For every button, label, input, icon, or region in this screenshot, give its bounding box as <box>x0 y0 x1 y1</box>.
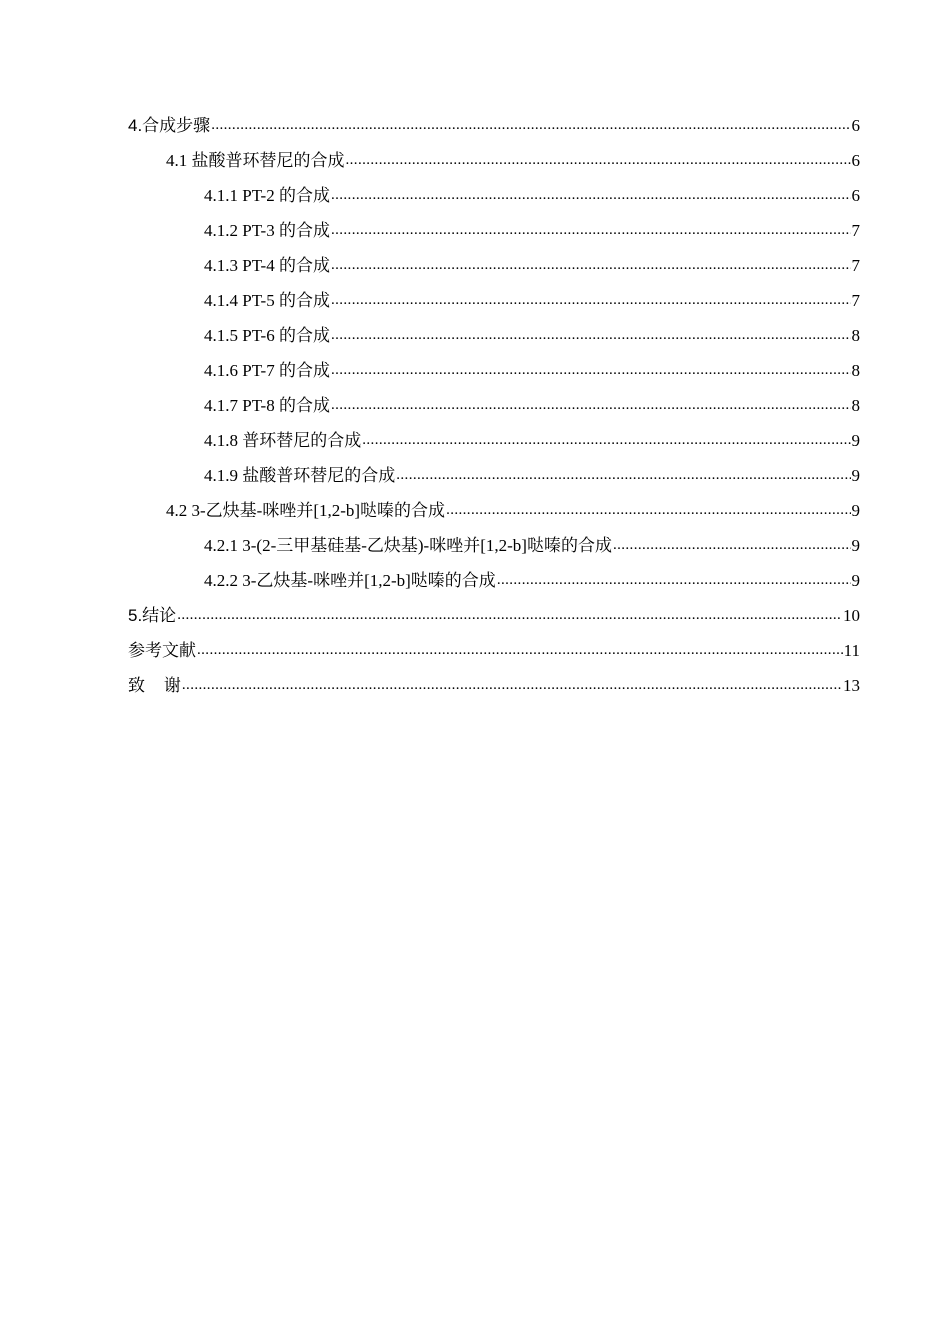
toc-entry-references[interactable] <box>128 633 860 668</box>
toc-entry-title: 4.1.6 PT-7 的合成 <box>204 361 330 380</box>
toc-leader-dots <box>362 423 850 458</box>
toc-entry-title: 4.1.3 PT-4 的合成 <box>204 256 330 275</box>
toc-leader-dots <box>177 598 842 633</box>
toc-leader-dots <box>331 353 851 388</box>
toc-leader-dots <box>331 318 851 353</box>
toc-leader-dots <box>331 283 851 318</box>
toc-entry-4-1-7[interactable] <box>128 388 860 423</box>
toc-entry-title: 4.2 3-乙炔基-咪唑并[1,2-b]哒嗪的合成 <box>166 501 446 520</box>
toc-leader-dots <box>331 248 851 283</box>
toc-entry-title: 参考文献 <box>128 641 196 660</box>
toc-entry-page: 8 <box>851 326 860 345</box>
toc-entry-title: 致 谢 <box>128 676 181 695</box>
toc-leader-dots <box>182 668 842 703</box>
toc-entry-4[interactable] <box>128 108 860 143</box>
toc-entry-title: 4.1 盐酸普环替尼的合成 <box>166 151 345 170</box>
toc-entry-page: 7 <box>851 256 860 275</box>
toc-entry-page: 9 <box>851 431 860 450</box>
toc-entry-title: 4.2.2 3-乙炔基-咪唑并[1,2-b]哒嗪的合成 <box>204 571 496 590</box>
toc-entry-4-1-3[interactable] <box>128 248 860 283</box>
toc-entry-page: 7 <box>851 221 860 240</box>
toc-entry-page: 7 <box>851 291 860 310</box>
toc-leader-dots <box>396 458 850 493</box>
toc-leader-dots <box>211 108 850 143</box>
toc-entry-page: 9 <box>851 536 860 555</box>
toc-entry-title: 4.1.5 PT-6 的合成 <box>204 326 330 345</box>
toc-leader-dots <box>613 528 851 563</box>
toc-entry-4-1-6[interactable] <box>128 353 860 388</box>
toc-entry-4-1-8[interactable] <box>128 423 860 458</box>
toc-entry-4-1-2[interactable] <box>128 213 860 248</box>
toc-entry-page: 6 <box>851 151 860 170</box>
toc-leader-dots <box>331 213 851 248</box>
toc-entry-4-1[interactable] <box>128 143 860 178</box>
toc-entry-page: 6 <box>851 116 860 135</box>
toc-entry-page: 6 <box>851 186 860 205</box>
toc-entry-page: 8 <box>851 396 860 415</box>
toc-entry-page: 8 <box>851 361 860 380</box>
toc-entry-title: 4.1.8 普环替尼的合成 <box>204 431 362 450</box>
toc-entry-5[interactable] <box>128 598 860 633</box>
toc-entry-title: 4.1.4 PT-5 的合成 <box>204 291 330 310</box>
toc-entry-title: 4.1.2 PT-3 的合成 <box>204 221 330 240</box>
toc-entry-4-2[interactable] <box>128 493 860 528</box>
toc-entry-title: 4.合成步骤 <box>128 116 211 135</box>
toc-entry-page: 9 <box>851 501 860 520</box>
toc-leader-dots <box>331 178 851 213</box>
toc-leader-dots <box>331 388 851 423</box>
toc-entry-title: 4.2.1 3-(2-三甲基硅基-乙炔基)-咪唑并[1,2-b]哒嗪的合成 <box>204 536 612 555</box>
toc-entry-4-2-1[interactable] <box>128 528 860 563</box>
toc-entry-page: 11 <box>843 641 860 660</box>
toc-entry-4-1-4[interactable] <box>128 283 860 318</box>
toc-entry-title: 4.1.9 盐酸普环替尼的合成 <box>204 466 396 485</box>
table-of-contents <box>128 108 860 703</box>
toc-entry-acknowledgements[interactable] <box>128 668 860 703</box>
toc-entry-page: 10 <box>843 606 860 625</box>
toc-leader-dots <box>346 143 851 178</box>
toc-entry-4-1-5[interactable] <box>128 318 860 353</box>
toc-entry-page: 9 <box>851 571 860 590</box>
toc-entry-4-2-2[interactable] <box>128 563 860 598</box>
toc-entry-4-1-1[interactable] <box>128 178 860 213</box>
toc-leader-dots <box>446 493 850 528</box>
toc-entry-title: 4.1.7 PT-8 的合成 <box>204 396 330 415</box>
toc-entry-page: 9 <box>851 466 860 485</box>
toc-leader-dots <box>197 633 843 668</box>
toc-entry-4-1-9[interactable] <box>128 458 860 493</box>
toc-entry-title: 4.1.1 PT-2 的合成 <box>204 186 330 205</box>
toc-entry-title: 5.结论 <box>128 606 177 625</box>
toc-entry-page: 13 <box>843 676 860 695</box>
toc-leader-dots <box>497 563 851 598</box>
